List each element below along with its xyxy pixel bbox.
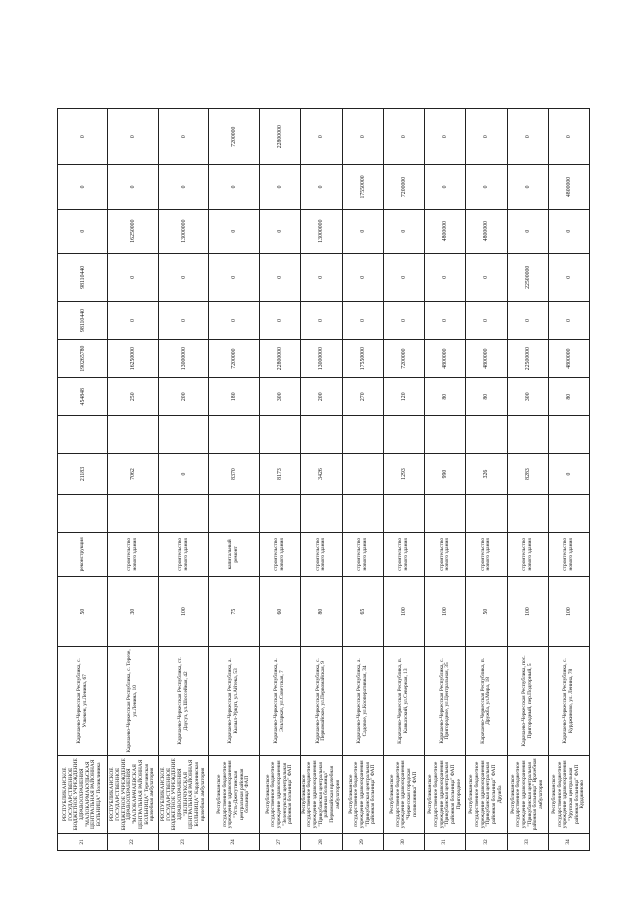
cell-work: строительство нового здания bbox=[158, 532, 208, 576]
table-row bbox=[158, 109, 208, 851]
cell-c10: 0 bbox=[300, 109, 342, 165]
cell-c1 bbox=[108, 494, 158, 532]
cell-c10: 7200000 bbox=[209, 109, 259, 165]
cell-c10: 0 bbox=[548, 109, 589, 165]
cell-addr: Карачаево-Черкесская Республика, а. Кызыл-Уркуп, ул.Айтека, 53 bbox=[209, 647, 259, 755]
cell-c4: 80 bbox=[548, 378, 589, 416]
cell-addr: Карачаево-Черкесская Республика, с. Пригородное, ул.Центральная, 35 bbox=[425, 647, 466, 755]
cell-c10: 0 bbox=[466, 109, 507, 165]
cell-c7: 0 bbox=[425, 253, 466, 301]
cell-addr: Карачаево-Черкесская Республика, а. Эльтаркач, ул.Советская, 7 bbox=[259, 647, 300, 755]
cell-addr: Карачаево-Черкесская Республика, а. Садовое, ул.Кооперативная, 34 bbox=[342, 647, 383, 755]
cell-c8: 0 bbox=[384, 209, 425, 253]
table-row bbox=[259, 109, 300, 851]
cell-c7: 0 bbox=[300, 253, 342, 301]
cell-c3 bbox=[466, 416, 507, 454]
cell-c4: 250 bbox=[108, 378, 158, 416]
cell-c1 bbox=[507, 494, 548, 532]
cell-c2: 8173 bbox=[259, 454, 300, 494]
cell-c10: 22800000 bbox=[259, 109, 300, 165]
cell-name: Республиканское государственное бюджетное учреждение здравоохранения "Прикубанская центральная районная больница" ФАП Дружба bbox=[466, 755, 507, 833]
cell-c10: 0 bbox=[58, 109, 108, 165]
cell-name: Республиканское государственное бюджетное учреждение здравоохранения "Прикубанская центральная районная больница" ФАП bbox=[342, 755, 383, 833]
table-row bbox=[425, 109, 466, 851]
cell-cap: 100 bbox=[507, 576, 548, 646]
cell-c5: 17550000 bbox=[342, 340, 383, 378]
cell-addr: Карачаево-Черкесская Республика, ст. Даусуз, ул.Шоссейная, 42 bbox=[158, 647, 208, 755]
cell-c9: 0 bbox=[58, 165, 108, 209]
cell-addr: Карачаево-Черкесская Республика, п. Дружба, ул.Мира, 18 bbox=[466, 647, 507, 755]
cell-n: 23 bbox=[158, 833, 208, 850]
cell-work: строительство нового здания bbox=[342, 532, 383, 576]
cell-cap: 75 bbox=[209, 576, 259, 646]
cell-c3 bbox=[209, 416, 259, 454]
cell-c7: 0 bbox=[342, 253, 383, 301]
cell-c9: 4800000 bbox=[548, 165, 589, 209]
cell-work: строительство нового здания bbox=[425, 532, 466, 576]
cell-c7: 0 bbox=[209, 253, 259, 301]
cell-n: 21 bbox=[58, 833, 108, 850]
cell-c10: 0 bbox=[108, 109, 158, 165]
cell-c7: 22500000 bbox=[507, 253, 548, 301]
cell-c2: 7062 bbox=[108, 454, 158, 494]
cell-n: 22 bbox=[108, 833, 158, 850]
cell-addr: Карачаево-Черкесская Республика, с. Терезе, ул.Ленина, 10 bbox=[108, 647, 158, 755]
cell-cap: 80 bbox=[300, 576, 342, 646]
cell-c6: 0 bbox=[300, 301, 342, 339]
cell-c5: 7200000 bbox=[384, 340, 425, 378]
cell-c9: 17550000 bbox=[342, 165, 383, 209]
cell-addr: Карачаево-Черкесская Республика, с. Курджиново, ул. Ленина, 78 bbox=[548, 647, 589, 755]
rotated-table bbox=[57, 108, 590, 851]
cell-c7: 0 bbox=[466, 253, 507, 301]
cell-c3 bbox=[384, 416, 425, 454]
cell-name: Республиканское государственное бюджетное учреждение здравоохранения "Прикубанская центральная районная больница" Первомайская врачебная амбулатория bbox=[300, 755, 342, 833]
cell-cap: 100 bbox=[548, 576, 589, 646]
cell-addr: Карачаево-Черкесская Республика, п. Кавказский, ул.Северная, 13 bbox=[384, 647, 425, 755]
cell-c6: 98110440 bbox=[58, 301, 108, 339]
cell-c3 bbox=[507, 416, 548, 454]
cell-c6: 0 bbox=[466, 301, 507, 339]
cell-c3 bbox=[108, 416, 158, 454]
cell-c8: 0 bbox=[58, 209, 108, 253]
cell-work: строительство нового здания bbox=[108, 532, 158, 576]
cell-c4: 454848 bbox=[58, 378, 108, 416]
cell-n: 27 bbox=[259, 833, 300, 850]
cell-cap: 100 bbox=[384, 576, 425, 646]
cell-cap: 50 bbox=[58, 576, 108, 646]
cell-name: Республиканское государственное бюджетное учреждение здравоохранения "Зеленчукская центральная районная больница" ФАП bbox=[259, 755, 300, 833]
cell-name: РЕСПУБЛИКАНСКОЕ ГОСУДАРСТВЕННОЕ БЮДЖЕТНОЕ УЧРЕЖДЕНИЕ ЗДРАВООХРАНЕНИЯ "ЗЕЛЕНЧУКСКАЯ ЦЕНТРАЛЬНАЯ РАЙОННАЯ БОЛЬНИЦА" Кардоникская врачебная амбулатория bbox=[158, 755, 208, 833]
cell-work: строительство нового здания bbox=[548, 532, 589, 576]
cell-c10: 0 bbox=[507, 109, 548, 165]
cell-c1 bbox=[300, 494, 342, 532]
table-row bbox=[342, 109, 383, 851]
cell-n: 29 bbox=[342, 833, 383, 850]
cell-c6: 0 bbox=[342, 301, 383, 339]
cell-c4: 180 bbox=[209, 378, 259, 416]
table-row bbox=[58, 109, 108, 851]
cell-cap: 30 bbox=[108, 576, 158, 646]
cell-c3 bbox=[342, 416, 383, 454]
cell-c4: 270 bbox=[342, 378, 383, 416]
cell-c3 bbox=[259, 416, 300, 454]
cell-c2: 326 bbox=[466, 454, 507, 494]
rotated-table-frame bbox=[57, 108, 590, 851]
cell-c4: 300 bbox=[507, 378, 548, 416]
cell-name: Республиканское государственное бюджетное учреждение здравоохранения "Усть-Джегутинская центральная районная больница" ФАП bbox=[209, 755, 259, 833]
cell-c9: 0 bbox=[209, 165, 259, 209]
table-row bbox=[108, 109, 158, 851]
cell-c6: 0 bbox=[158, 301, 208, 339]
cell-name: РЕСПУБЛИКАНСКОЕ ГОСУДАРСТВЕННОЕ БЮДЖЕТНОЕ УЧРЕЖДЕНИЕ ЗДРАВООХРАНЕНИЯ "МАЛОКАРМАКУЛЬСКАЯ ЦЕНТРАЛЬНАЯ РАЙОННАЯ БОЛЬНИЦА" Поликлиника bbox=[58, 755, 108, 833]
cell-c2: 0 bbox=[548, 454, 589, 494]
cell-c9: 0 bbox=[466, 165, 507, 209]
cell-c1 bbox=[548, 494, 589, 532]
cell-c10: 0 bbox=[158, 109, 208, 165]
cell-c6: 0 bbox=[209, 301, 259, 339]
cell-c10: 0 bbox=[384, 109, 425, 165]
cell-c4: 120 bbox=[384, 378, 425, 416]
table-row bbox=[466, 109, 507, 851]
cell-work: строительство нового здания bbox=[259, 532, 300, 576]
table-row bbox=[384, 109, 425, 851]
cell-c6: 0 bbox=[259, 301, 300, 339]
cell-c6: 0 bbox=[425, 301, 466, 339]
cell-c10: 0 bbox=[425, 109, 466, 165]
cell-c1 bbox=[466, 494, 507, 532]
cell-work: строительство нового здания bbox=[300, 532, 342, 576]
cell-c8: 0 bbox=[548, 209, 589, 253]
cell-cap: 50 bbox=[466, 576, 507, 646]
cell-c1 bbox=[259, 494, 300, 532]
cell-c5: 16250000 bbox=[108, 340, 158, 378]
cell-c5: 22500000 bbox=[507, 340, 548, 378]
cell-c5: 13000000 bbox=[158, 340, 208, 378]
cell-c6: 0 bbox=[108, 301, 158, 339]
cell-c6: 0 bbox=[548, 301, 589, 339]
cell-c1 bbox=[384, 494, 425, 532]
cell-name: РЕСПУБЛИКАНСКОЕ ГОСУДАРСТВЕННОЕ БЮДЖЕТНОЕ УЧРЕЖДЕНИЕ ЗДРАВООХРАНЕНИЯ "МАЛОКАРАЧАЕВСКАЯ ЦЕНТРАЛЬНАЯ РАЙОННАЯ БОЛЬНИЦА" Терезинская врачебная амбулатория bbox=[108, 755, 158, 833]
cell-c9: 0 bbox=[300, 165, 342, 209]
cell-c8: 4800000 bbox=[425, 209, 466, 253]
cell-c8: 0 bbox=[259, 209, 300, 253]
cell-n: 31 bbox=[425, 833, 466, 850]
cell-c2: 8370 bbox=[209, 454, 259, 494]
cell-addr: Карачаево-Черкесская Республика, с. Первомайское, ул.Первомайская, 9 bbox=[300, 647, 342, 755]
cell-c2: 3426 bbox=[300, 454, 342, 494]
cell-work: строительство нового здания bbox=[466, 532, 507, 576]
facilities-table bbox=[57, 108, 590, 851]
cell-n: 30 bbox=[384, 833, 425, 850]
cell-cap: 65 bbox=[342, 576, 383, 646]
cell-n: 34 bbox=[548, 833, 589, 850]
cell-c4: 80 bbox=[425, 378, 466, 416]
cell-c5: 13000000 bbox=[300, 340, 342, 378]
table-row bbox=[548, 109, 589, 851]
cell-c9: 0 bbox=[259, 165, 300, 209]
cell-n: 33 bbox=[507, 833, 548, 850]
cell-name: Республиканское государственное бюджетное учреждение здравоохранения "Прикубанская центральная районная больница" ФАП Пригородное bbox=[425, 755, 466, 833]
cell-c5: 190265780 bbox=[58, 340, 108, 378]
cell-work: строительство нового здания bbox=[507, 532, 548, 576]
cell-c10: 0 bbox=[342, 109, 383, 165]
cell-c3 bbox=[158, 416, 208, 454]
cell-c5: 22800000 bbox=[259, 340, 300, 378]
cell-c2: 21183 bbox=[58, 454, 108, 494]
cell-addr: Карачаево-Черкесская Республика, пос. Пригородный, пер.Подгорный, 5 bbox=[507, 647, 548, 755]
cell-c8: 0 bbox=[342, 209, 383, 253]
table-row bbox=[209, 109, 259, 851]
cell-c7: 0 bbox=[548, 253, 589, 301]
cell-c2 bbox=[342, 454, 383, 494]
cell-c7: 98110440 bbox=[58, 253, 108, 301]
cell-c3 bbox=[300, 416, 342, 454]
cell-c2: 8283 bbox=[507, 454, 548, 494]
cell-c3 bbox=[58, 416, 108, 454]
table-row bbox=[507, 109, 548, 851]
cell-c6: 0 bbox=[507, 301, 548, 339]
cell-n: 24 bbox=[209, 833, 259, 850]
cell-work: строительство нового здания bbox=[384, 532, 425, 576]
cell-c1 bbox=[209, 494, 259, 532]
cell-c3 bbox=[425, 416, 466, 454]
cell-name: Республиканское государственное бюджетное учреждение здравоохранения "Прикубанская центральная районная больница" Врачебная амбулатория bbox=[507, 755, 548, 833]
cell-name: Республиканское государственное бюджетное учреждение здравоохранения "Урупская центральная районная больница" ФАП Курджиново bbox=[548, 755, 589, 833]
cell-c2: 0 bbox=[158, 454, 208, 494]
cell-c9: 0 bbox=[158, 165, 208, 209]
cell-c9: 0 bbox=[507, 165, 548, 209]
cell-c4: 80 bbox=[466, 378, 507, 416]
cell-c1 bbox=[158, 494, 208, 532]
cell-c4: 200 bbox=[158, 378, 208, 416]
cell-c9: 0 bbox=[108, 165, 158, 209]
cell-n: 28 bbox=[300, 833, 342, 850]
cell-c5: 4800000 bbox=[466, 340, 507, 378]
cell-c6: 0 bbox=[384, 301, 425, 339]
cell-c8: 16250000 bbox=[108, 209, 158, 253]
cell-c7: 0 bbox=[108, 253, 158, 301]
cell-c1 bbox=[425, 494, 466, 532]
table-row bbox=[300, 109, 342, 851]
cell-c8: 0 bbox=[507, 209, 548, 253]
cell-c5: 7200000 bbox=[209, 340, 259, 378]
cell-work: капитальный ремонт bbox=[209, 532, 259, 576]
cell-addr: Карачаево-Черкесская Республика, с. Учкекен, ул.Ленина, 67 bbox=[58, 647, 108, 755]
cell-c5: 4800000 bbox=[548, 340, 589, 378]
cell-c9: 7200000 bbox=[384, 165, 425, 209]
cell-c7: 0 bbox=[158, 253, 208, 301]
cell-c3 bbox=[548, 416, 589, 454]
cell-c7: 0 bbox=[259, 253, 300, 301]
cell-n: 32 bbox=[466, 833, 507, 850]
cell-cap: 60 bbox=[259, 576, 300, 646]
cell-c8: 13000000 bbox=[158, 209, 208, 253]
cell-cap: 100 bbox=[158, 576, 208, 646]
cell-c1 bbox=[342, 494, 383, 532]
cell-work: реконструкция bbox=[58, 532, 108, 576]
cell-c2: 1293 bbox=[384, 454, 425, 494]
cell-c8: 0 bbox=[209, 209, 259, 253]
cell-c4: 200 bbox=[300, 378, 342, 416]
cell-c4: 300 bbox=[259, 378, 300, 416]
cell-c8: 13000000 bbox=[300, 209, 342, 253]
cell-c2: 990 bbox=[425, 454, 466, 494]
cell-cap: 100 bbox=[425, 576, 466, 646]
cell-c8: 4800000 bbox=[466, 209, 507, 253]
cell-c5: 4800000 bbox=[425, 340, 466, 378]
cell-name: Республиканское государственное бюджетное учреждение здравоохранения "Черкесская городская поликлиника" ФАП bbox=[384, 755, 425, 833]
cell-c7: 0 bbox=[384, 253, 425, 301]
cell-c9: 0 bbox=[425, 165, 466, 209]
cell-c1 bbox=[58, 494, 108, 532]
